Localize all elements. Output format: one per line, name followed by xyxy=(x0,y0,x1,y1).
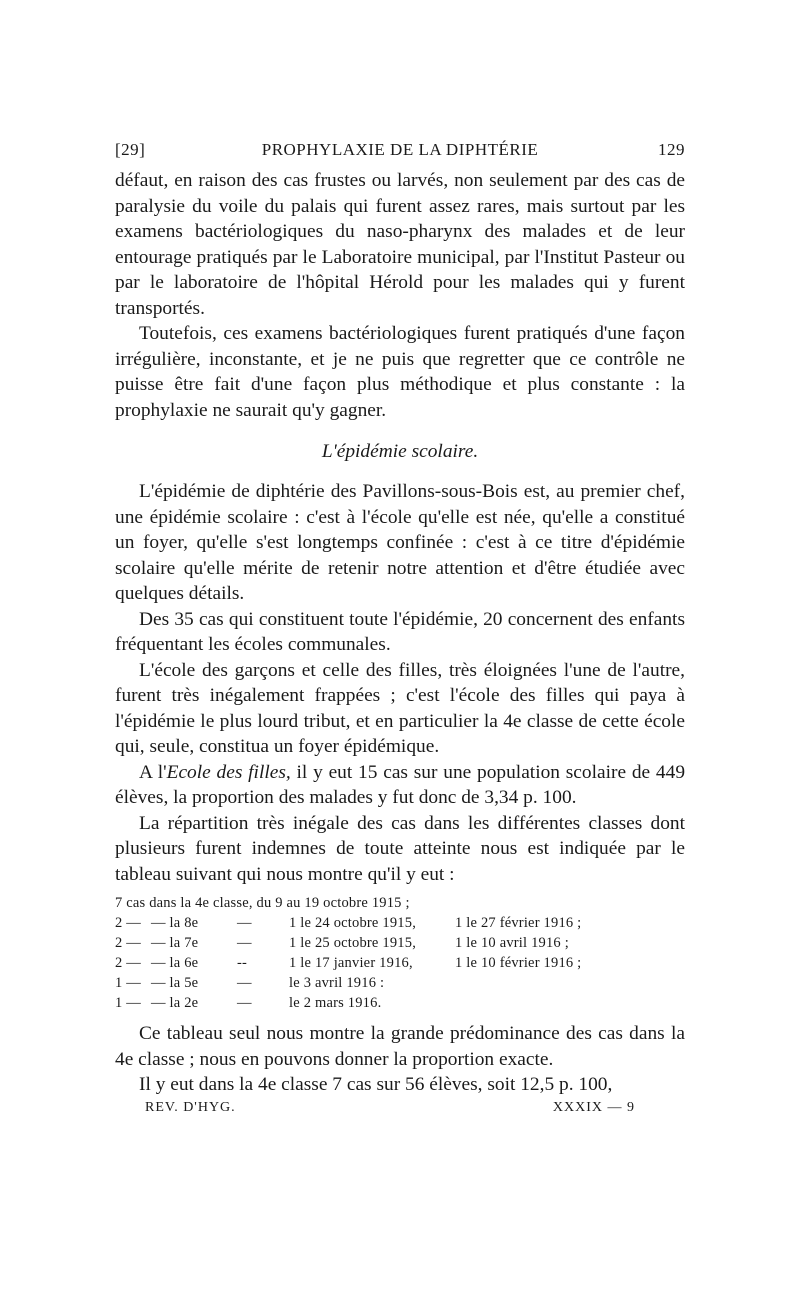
schedule-cell: — la 8e xyxy=(151,915,199,931)
schedule-row xyxy=(115,953,685,973)
signature-footer xyxy=(115,1100,685,1122)
paragraph: Des 35 cas qui constituent toute l'épidémie, 20 concernent des enfants fréquentant les écoles communales. xyxy=(115,608,685,655)
schedule-cell: — xyxy=(237,975,252,991)
schedule-cell: 1 le 10 avril 1916 ; xyxy=(455,935,569,951)
paragraph-ecole-filles xyxy=(115,760,685,811)
schedule-cell: le 2 mars 1916. xyxy=(289,995,382,1011)
schedule-row xyxy=(115,893,685,913)
header-title: PROPHYLAXIE DE LA DIPHTÉRIE xyxy=(261,140,539,159)
header-page-ref: [29] xyxy=(115,140,146,159)
schedule-cell: 1 le 25 octobre 1915, xyxy=(289,935,417,951)
paragraph: défaut, en raison des cas frustes ou larvés, non seulement par des cas de paralysie du voile du palais qui furent assez rares, mais surtout par les examens bactériologiques du naso-pharynx des malades et de leur entourage pratiqués par le Laboratoire municipal, par l'Institut Pasteur ou par le laboratoire de l'hôpital Hérold pour les malades qui y furent transportés. xyxy=(115,170,685,319)
paragraph: Toutefois, ces examens bactériologiques furent pratiqués d'une façon irrégulière, inconstante, et je ne puis que regretter que ce contrôle ne puisse être fait d'une façon plus méthodique et plus constante : la prophylaxie ne saurait qu'y gagner. xyxy=(115,323,685,421)
schedule-cell: — la 5e xyxy=(151,975,199,991)
schedule-cell: 1 le 24 octobre 1915, xyxy=(289,915,417,931)
body-text-continued xyxy=(115,1021,685,1098)
schedule-first-line: 7 cas dans la 4e classe, du 9 au 19 octobre 1915 ; xyxy=(115,895,410,911)
section-title: L'épidémie scolaire. xyxy=(321,441,479,462)
paragraph: L'école des garçons et celle des filles, très éloignées l'une de l'autre, furent très inégalement frappées ; c'est l'école des filles qui paya à l'épidémie le plus lourd tribut, et en particulier la 4e classe de cette école qui, seule, constitua un foyer épidémique. xyxy=(115,659,685,757)
schedule-cell: 1 — xyxy=(115,975,141,991)
schedule-row xyxy=(115,993,685,1013)
paragraph: La répartition très inégale des cas dans les différentes classes dont plusieurs furent indemnes de toute atteinte nous est indiquée par le tableau suivant qui nous montre qu'il y eut : xyxy=(115,812,685,885)
schedule-cell: 2 — xyxy=(115,935,141,951)
schedule-cell: 2 — xyxy=(115,915,141,931)
schedule-cell: — xyxy=(237,995,252,1011)
italic-segment: Ecole des filles, xyxy=(166,761,291,783)
schedule-cell: 1 le 27 février 1916 ; xyxy=(455,915,582,931)
body-text xyxy=(115,168,685,887)
running-header xyxy=(115,140,685,168)
schedule-cell: 1 le 10 février 1916 ; xyxy=(455,955,582,971)
schedule-cell: 1 — xyxy=(115,995,141,1011)
text-segment: il y eut 15 cas sur une population scolaire de 449 élèves, la proportion des malades y fut donc de 3,34 p. 100. xyxy=(115,761,686,808)
footer-journal: REV. D'HYG. xyxy=(145,1099,236,1115)
page xyxy=(115,140,685,1122)
schedule-cell: le 3 avril 1916 : xyxy=(289,975,385,991)
schedule-cell xyxy=(455,993,685,1013)
paragraph: Il y eut dans la 4e classe 7 cas sur 56 élèves, soit 12,5 p. 100, xyxy=(139,1074,613,1095)
paragraph: L'épidémie de diphtérie des Pavillons-sous-Bois est, au premier chef, une épidémie scolaire : c'est à l'école qu'elle est née, qu'elle a constitué un foyer, qu'elle s'est longtemps confinée : c'est à ce titre d'épidémie scolaire qu'elle mérite de retenir notre attention et d'être étudiée avec quelques détails. xyxy=(115,481,685,604)
case-schedule xyxy=(115,893,685,1013)
header-page-number: 129 xyxy=(658,140,685,159)
schedule-cell: — la 6e xyxy=(151,955,199,971)
footer-volume: XXXIX — 9 xyxy=(552,1099,635,1115)
schedule-rows xyxy=(115,913,685,1013)
schedule-cell: 1 le 17 janvier 1916, xyxy=(289,955,413,971)
schedule-cell xyxy=(455,973,685,993)
paragraph: Ce tableau seul nous montre la grande prédominance des cas dans la 4e classe ; nous en pouvons donner la proportion exacte. xyxy=(115,1023,685,1070)
schedule-row xyxy=(115,933,685,953)
schedule-cell: 2 — xyxy=(115,955,141,971)
schedule-cell: — la 7e xyxy=(151,935,199,951)
schedule-cell: — la 2e xyxy=(151,995,199,1011)
text-segment: A l' xyxy=(139,761,167,783)
schedule-row xyxy=(115,913,685,933)
schedule-cell: -- xyxy=(237,955,248,971)
schedule-cell: — xyxy=(237,915,252,931)
schedule-row xyxy=(115,973,685,993)
schedule-cell: — xyxy=(237,935,252,951)
